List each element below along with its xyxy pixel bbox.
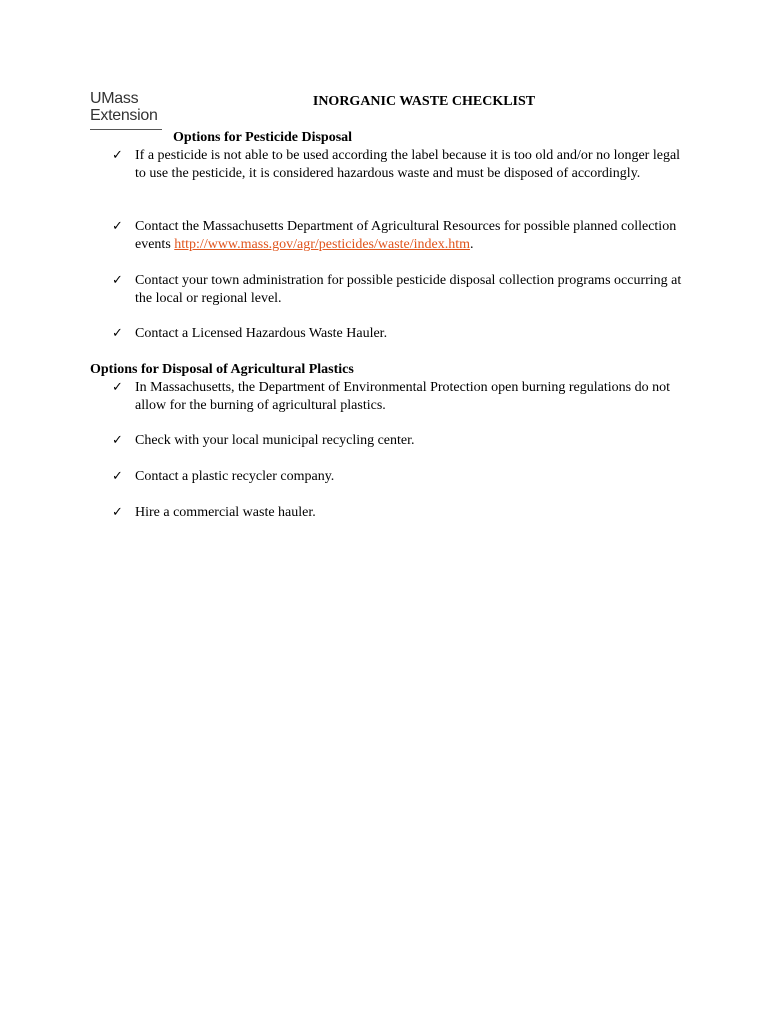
checklist-item — [112, 432, 692, 450]
checklist-item-text-main: Contact the Massachusetts Department of Agricultural Resources for possible planned collection events — [135, 219, 677, 252]
section-heading-plastics: Options for Disposal of Agricultural Plastics — [90, 362, 354, 377]
checklist-item — [112, 147, 692, 183]
checklist-item — [112, 379, 692, 415]
checklist-item — [112, 218, 692, 254]
checklist-item-text: Contact your town administration for possible pesticide disposal collection programs occurring at the local or regional level. — [135, 273, 682, 306]
checklist-item-text: Contact a plastic recycler company. — [135, 469, 335, 484]
checkmark-icon: ✓ — [112, 433, 123, 448]
checkmark-icon: ✓ — [112, 326, 123, 341]
checkmark-icon: ✓ — [112, 469, 123, 484]
checklist-item — [112, 325, 692, 343]
logo-line-umass: UMass — [90, 90, 139, 107]
checklist-item-text: Contact a Licensed Hazardous Waste Hauler. — [135, 326, 388, 341]
logo-line-extension: Extension — [90, 107, 158, 124]
checkmark-icon: ✓ — [112, 219, 123, 234]
checklist-item-text: Check with your local municipal recycling center. — [135, 433, 415, 448]
checklist-item-text: In Massachusetts, the Department of Environmental Protection open burning regulations do not allow for the burning of agricultural plastics. — [135, 380, 670, 413]
checkmark-icon: ✓ — [112, 273, 123, 288]
checklist-item-text: Hire a commercial waste hauler. — [135, 505, 316, 520]
checkmark-icon: ✓ — [112, 148, 123, 163]
checklist-item — [112, 272, 692, 308]
checkmark-icon: ✓ — [112, 380, 123, 395]
checklist-item — [112, 468, 692, 486]
document-title: INORGANIC WASTE CHECKLIST — [312, 94, 536, 109]
checklist-item — [112, 504, 692, 522]
checklist-item-text — [135, 218, 692, 254]
link-suffix: . — [470, 237, 474, 252]
checkmark-icon: ✓ — [112, 505, 123, 520]
waste-info-link[interactable]: http://www.mass.gov/agr/pesticides/waste/index.htm — [174, 237, 471, 252]
logo-underline — [90, 129, 162, 130]
section-heading-pesticide: Options for Pesticide Disposal — [173, 130, 353, 145]
checklist-item-text: If a pesticide is not able to be used according the label because it is too old and/or no longer legal to use the pesticide, it is considered hazardous waste and must be disposed of accordingly. — [135, 148, 681, 181]
